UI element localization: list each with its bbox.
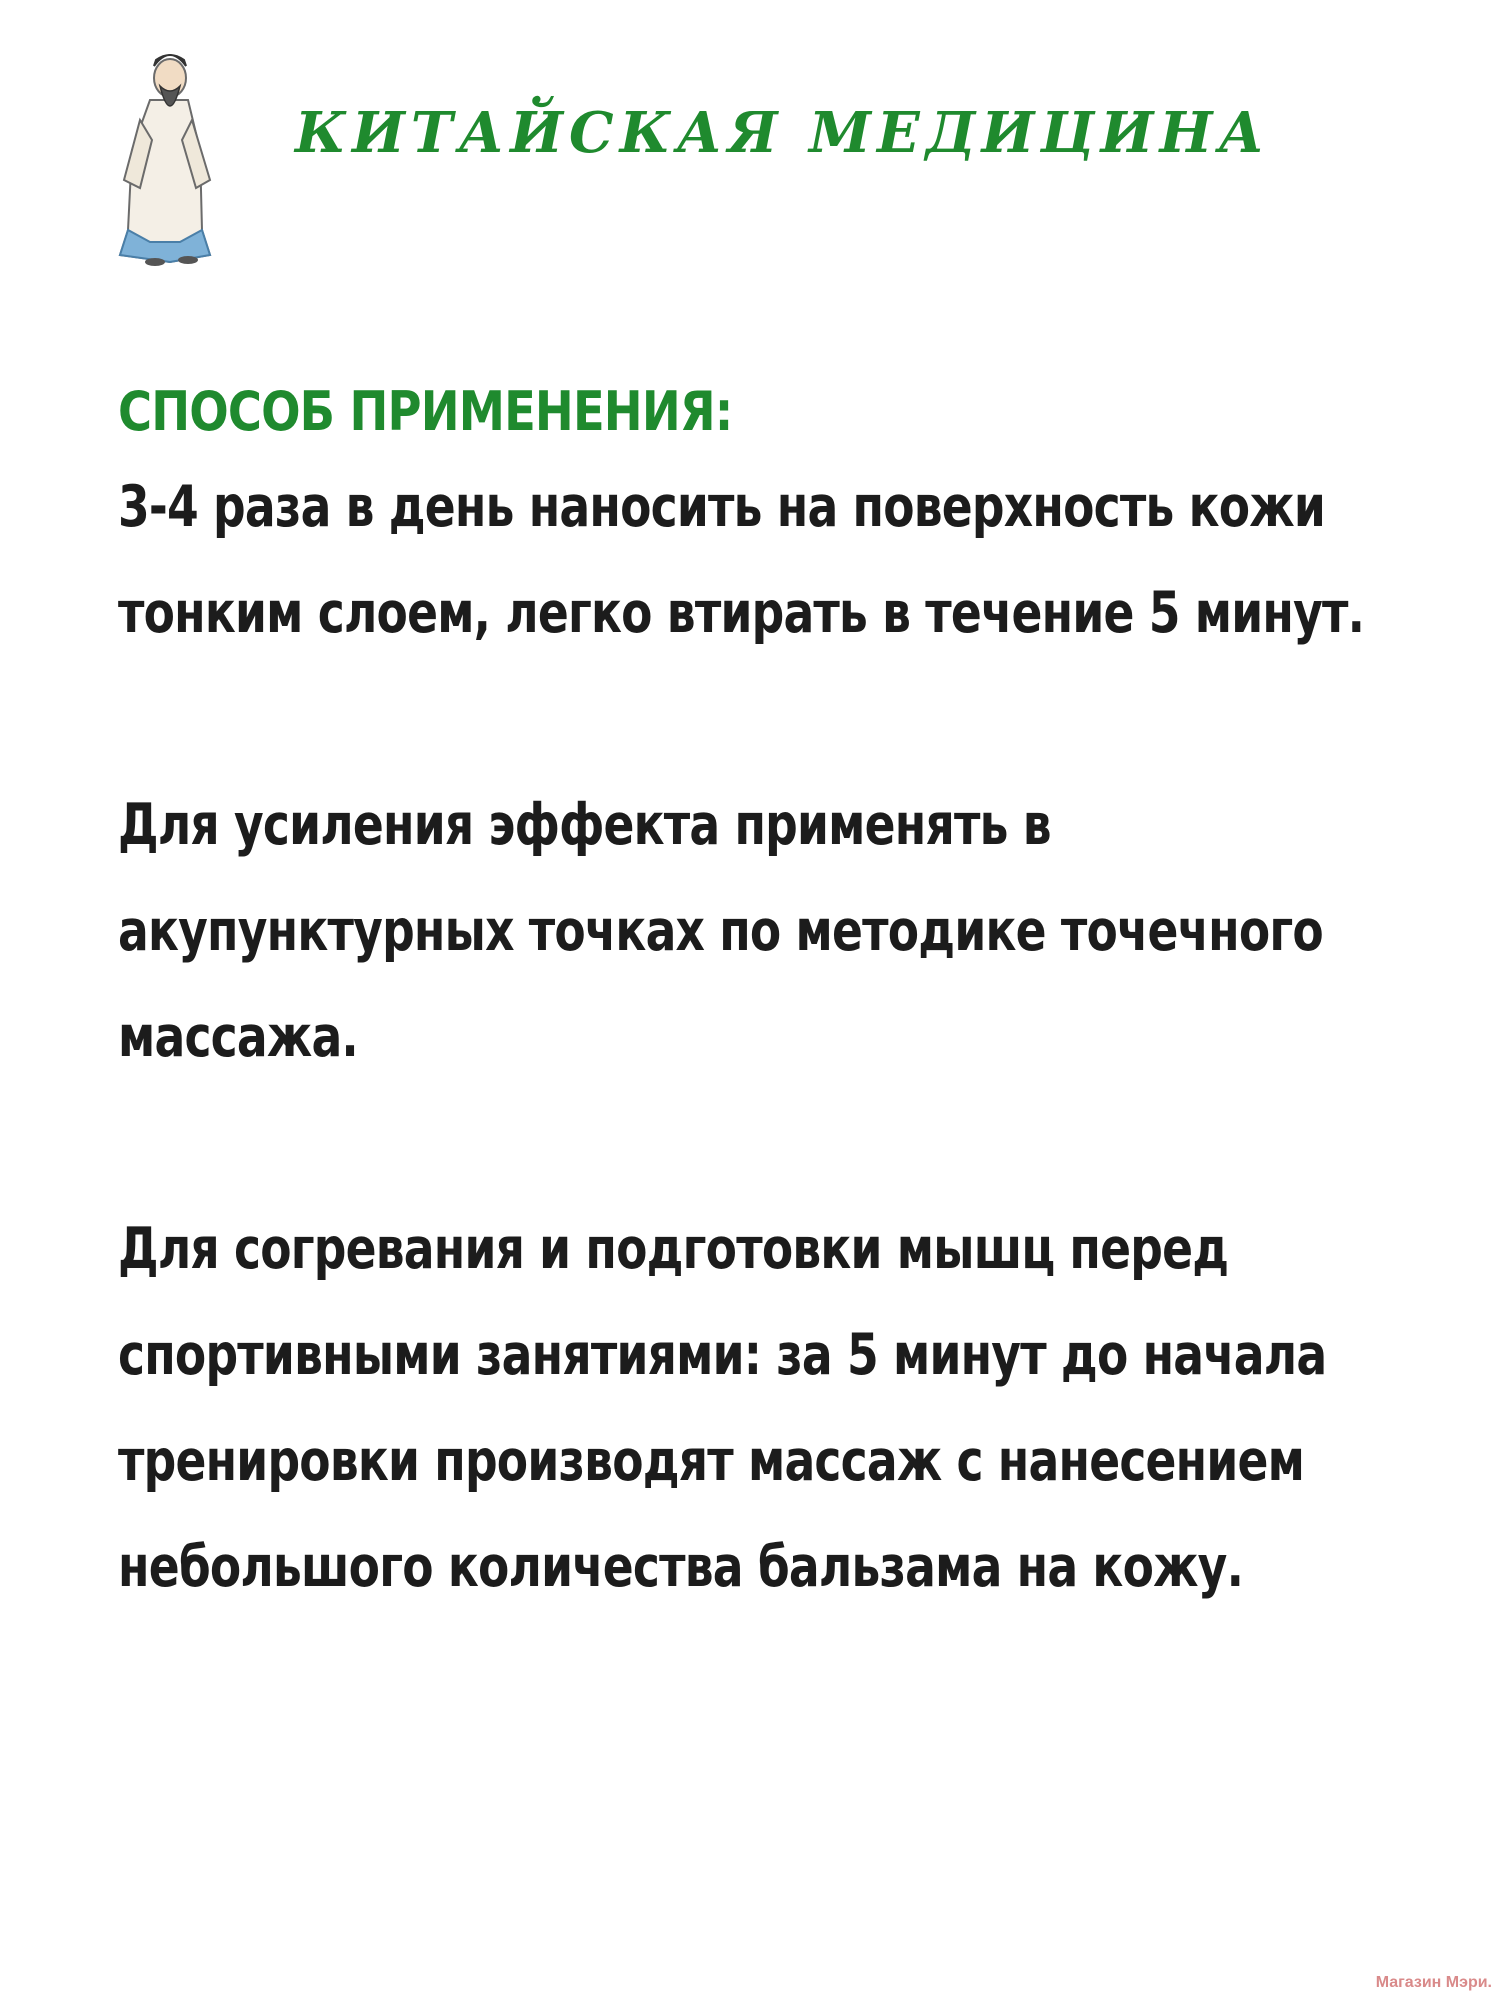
usage-paragraph-sports: Для согревания и подготовки мышц перед спортивными занятиями: за 5 минут до начала тренировки производят массаж с нанесением небольшого количества бальзама на кожу. bbox=[118, 1216, 1327, 1600]
usage-heading: СПОСОБ ПРИМЕНЕНИЯ: bbox=[118, 380, 733, 443]
usage-paragraph-dosage: 3-4 раза в день наносить на поверхность кожи тонким слоем, легко втирать в течение 5 минут. bbox=[118, 474, 1365, 646]
brand-title: КИТАЙСКАЯ МЕДИЦИНА bbox=[295, 100, 1270, 166]
watermark: Магазин Мэри. bbox=[1375, 1974, 1492, 1991]
usage-paragraph-acupuncture: Для усиления эффекта применять в акупунктурных точках по методике точечного массажа. bbox=[118, 792, 1323, 1070]
sage-figure-icon bbox=[110, 30, 230, 270]
usage-section bbox=[118, 370, 1418, 1620]
header bbox=[110, 30, 1270, 270]
